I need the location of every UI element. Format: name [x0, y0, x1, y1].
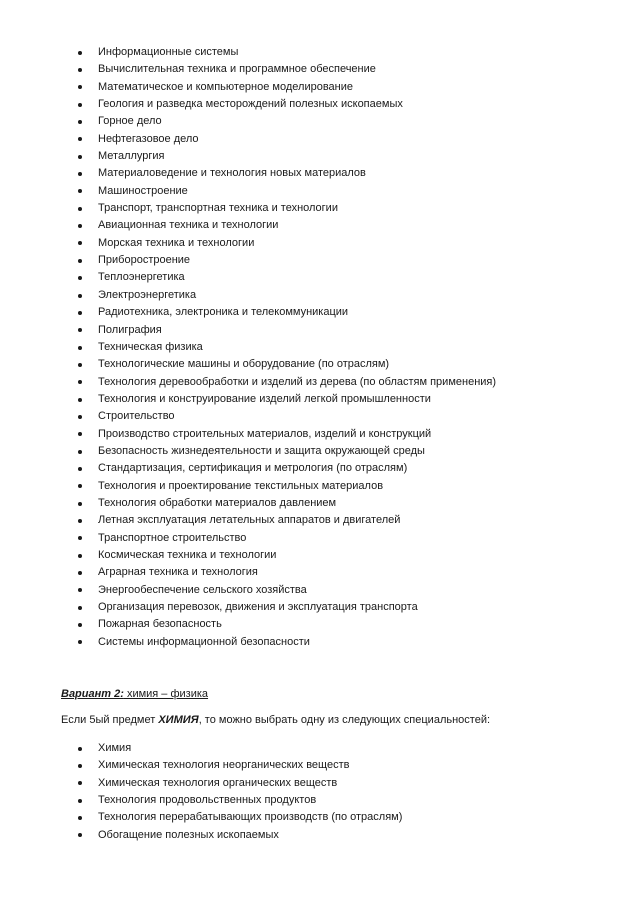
list-item: Вычислительная техника и программное обеспечение — [0, 61, 638, 78]
specialties-list — [0, 44, 638, 651]
list-item: Технология и проектирование текстильных материалов — [0, 478, 638, 495]
list-item: Материаловедение и технология новых материалов — [0, 165, 638, 182]
list-item: Транспортное строительство — [0, 530, 638, 547]
list-item: Стандартизация, сертификация и метрология (по отраслям) — [0, 460, 638, 477]
list-item: Металлургия — [0, 148, 638, 165]
variant-subjects: химия – физика — [123, 688, 209, 700]
intro-prefix: Если 5ый предмет — [61, 714, 159, 726]
list-item: Транспорт, транспортная техника и технологии — [0, 200, 638, 217]
list-item: Радиотехника, электроника и телекоммуникации — [0, 304, 638, 321]
list-item: Производство строительных материалов, изделий и конструкций — [0, 426, 638, 443]
chemistry-specialties-list — [0, 740, 638, 844]
list-item: Приборостроение — [0, 252, 638, 269]
list-item: Технология продовольственных продуктов — [0, 792, 638, 809]
list-item: Безопасность жизнедеятельности и защита окружающей среды — [0, 443, 638, 460]
variant-label: Вариант 2: — [61, 688, 124, 700]
list-item: Химическая технология органических веществ — [0, 775, 638, 792]
list-item: Теплоэнергетика — [0, 269, 638, 286]
list-item: Технологические машины и оборудование (по отраслям) — [0, 356, 638, 373]
list-item: Летная эксплуатация летательных аппаратов и двигателей — [0, 512, 638, 529]
variant-heading — [61, 686, 208, 702]
list-item: Полиграфия — [0, 322, 638, 339]
list-item: Авиационная техника и технологии — [0, 217, 638, 234]
list-item: Химическая технология неорганических веществ — [0, 757, 638, 774]
list-item: Системы информационной безопасности — [0, 634, 638, 651]
list-item: Энергообеспечение сельского хозяйства — [0, 582, 638, 599]
intro-subject: ХИМИЯ — [158, 714, 199, 726]
list-item: Техническая физика — [0, 339, 638, 356]
list-item: Математическое и компьютерное моделирование — [0, 79, 638, 96]
list-item: Аграрная техника и технология — [0, 564, 638, 581]
list-item: Химия — [0, 740, 638, 757]
list-item: Морская техника и технологии — [0, 235, 638, 252]
list-item: Горное дело — [0, 113, 638, 130]
list-item: Геология и разведка месторождений полезных ископаемых — [0, 96, 638, 113]
list-item: Электроэнергетика — [0, 287, 638, 304]
list-item: Организация перевозок, движения и эксплуатация транспорта — [0, 599, 638, 616]
list-item: Технология и конструирование изделий легкой промышленности — [0, 391, 638, 408]
list-item: Строительство — [0, 408, 638, 425]
list-item: Информационные системы — [0, 44, 638, 61]
intro-suffix: , то можно выбрать одну из следующих специальностей: — [198, 714, 491, 726]
list-item: Технология деревообработки и изделий из дерева (по областям применения) — [0, 374, 638, 391]
list-item: Машиностроение — [0, 183, 638, 200]
list-item: Космическая техника и технологии — [0, 547, 638, 564]
list-item: Технология перерабатывающих производств (по отраслям) — [0, 809, 638, 826]
list-item: Нефтегазовое дело — [0, 131, 638, 148]
intro-paragraph — [61, 712, 490, 728]
list-item: Технология обработки материалов давлением — [0, 495, 638, 512]
list-item: Пожарная безопасность — [0, 616, 638, 633]
list-item: Обогащение полезных ископаемых — [0, 827, 638, 844]
